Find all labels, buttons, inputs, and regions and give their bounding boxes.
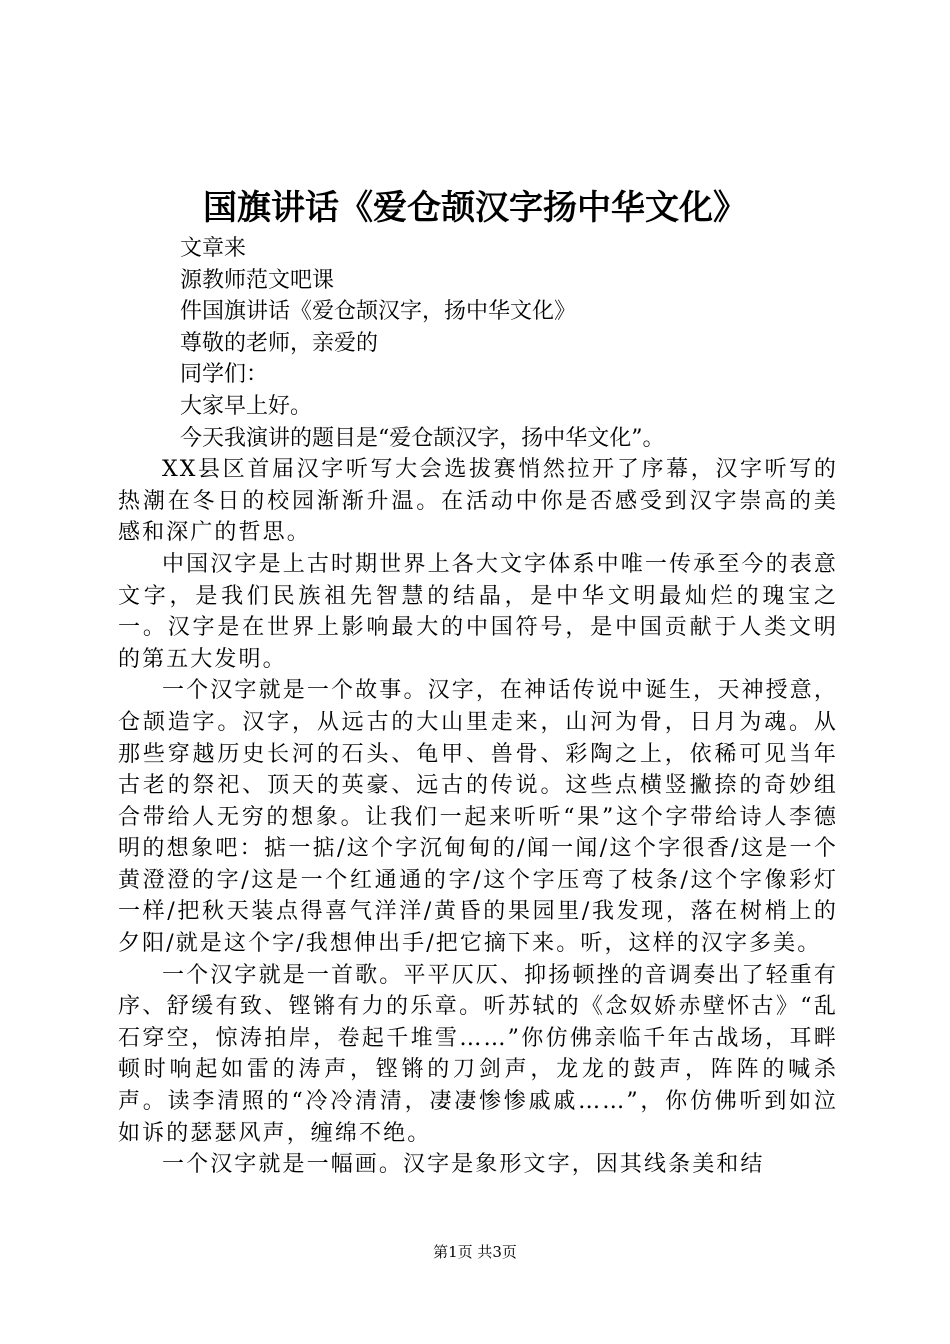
header-line: 尊敬的老师，亲爱的 (180, 330, 379, 356)
header-line: 同学们： (180, 362, 269, 388)
body-paragraph: 一个汉字就是一幅画。汉字是象形文字，因其线条美和结 (162, 1152, 765, 1178)
header-line: 件国旗讲话《爱仓颉汉字，扬中华文化》 (180, 299, 577, 325)
page-footer: 第1页 共3页 (433, 1243, 517, 1261)
document-body (118, 233, 838, 1181)
document-title: 国旗讲话《爱仓颉汉字扬中华文化》 (203, 188, 747, 228)
header-line: 源教师范文吧课 (180, 267, 335, 293)
header-line: 今天我演讲的题目是“爱仓颉汉字，扬中华文化”。 (180, 425, 665, 451)
body-paragraph: XX县区首届汉字听写大会选拔赛悄然拉开了序幕，汉字听写的热潮在冬日的校园渐渐升温。在活动中你是否感受到汉字崇高的美感和深广的哲思。 (118, 457, 838, 546)
body-paragraph: 一个汉字就是一首歌。平平仄仄、抑扬顿挫的音调奏出了轻重有序、舒缓有致、铿锵有力的乐章。听苏轼的《念奴娇赤壁怀古》“乱石穿空，惊涛拍岸，卷起千堆雪……”你仿佛亲临千年古战场，耳畔顿时响起如雷的涛声，铿锵的刀剑声，龙龙的鼓声，阵阵的喊杀声。读李清照的“冷冷清清，凄凄惨惨戚戚……”，你仿佛听到如泣如诉的瑟瑟风声，缠绵不绝。 (118, 962, 838, 1146)
header-line: 大家早上好。 (180, 393, 313, 419)
body-paragraph: 中国汉字是上古时期世界上各大文字体系中唯一传承至今的表意文字，是我们民族祖先智慧的结晶，是中华文明最灿烂的瑰宝之一。汉字是在世界上影响最大的中国符号，是中国贡献于人类文明的第五大发明。 (118, 551, 838, 672)
header-line: 文章来 (180, 236, 247, 261)
body-paragraph: 一个汉字就是一个故事。汉字，在神话传说中诞生，天神授意，仓颉造字。汉字，从远古的大山里走来，山河为骨，日月为魂。从那些穿越历史长河的石头、龟甲、兽骨、彩陶之上，依稀可见当年古老的祭祀、顶天的英豪、远古的传说。这些点横竖撇捺的奇妙组合带给人无穷的想象。让我们一起来听听“果”这个字带给诗人李德明的想象吧：掂一掂/这个字沉甸甸的/闻一闻/这个字很香/这是一个黄澄澄的字/这是一个红通通的字/这个字压弯了枝条/这个字像彩灯一样/把秋天装点得喜气洋洋/黄昏的果园里/我发现，落在树梢上的夕阳/就是这个字/我想伸出手/把它摘下来。听，这样的汉字多美。 (118, 678, 838, 957)
